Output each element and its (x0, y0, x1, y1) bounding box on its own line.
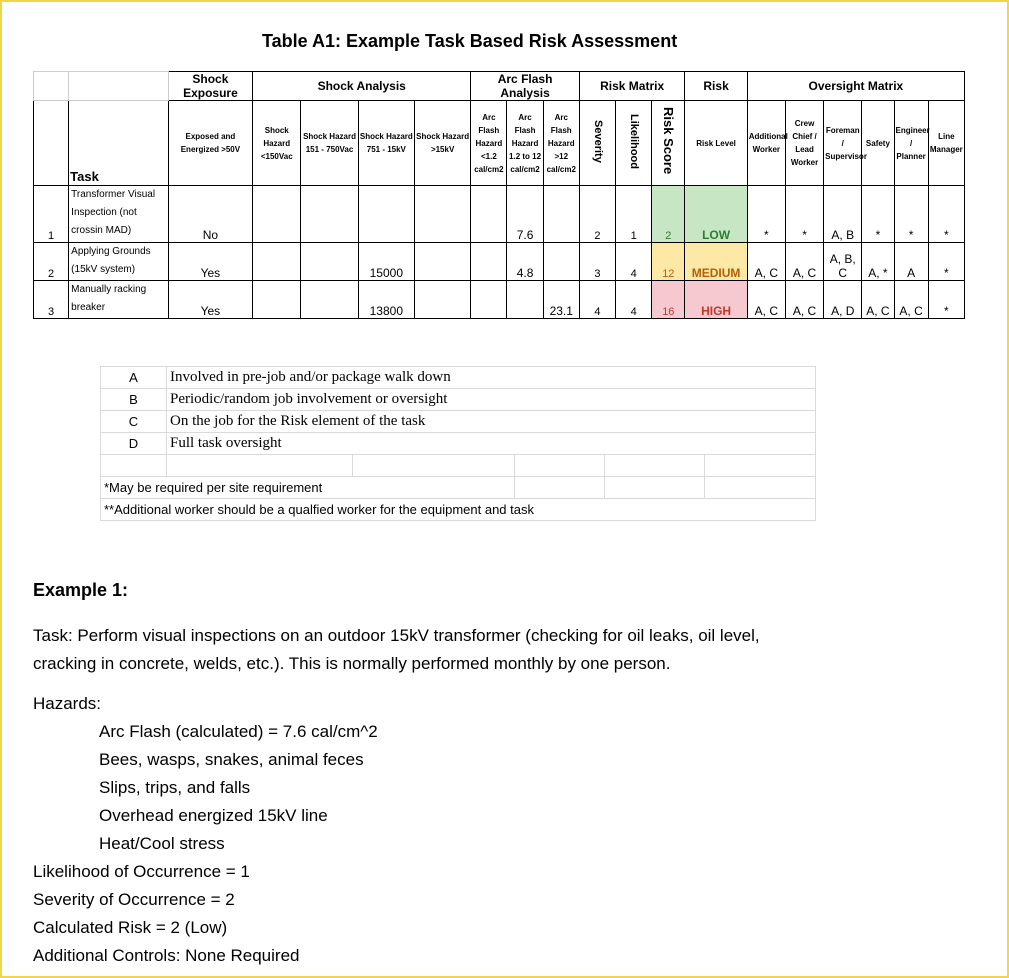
risk-level-cell: MEDIUM (685, 243, 747, 281)
shock-15kv-cell (414, 243, 470, 281)
legend-row (101, 411, 816, 433)
arc-gt-header: Arc Flash Hazard >12 cal/cm2 (543, 101, 579, 186)
hazard-item: Heat/Cool stress (99, 834, 225, 853)
line-manager-cell: * (928, 186, 964, 243)
hazard-item: Overhead energized 15kV line (99, 806, 328, 825)
risk-score-cell: 2 (652, 186, 685, 243)
additional-worker-cell: A, C (747, 281, 785, 319)
legend-table (100, 366, 816, 521)
safety-cell: * (862, 186, 894, 243)
note-1: *May be required per site requirement (101, 477, 515, 499)
line-manager-cell: * (928, 243, 964, 281)
severity-line: Severity of Occurrence = 2 (33, 890, 235, 909)
table-title: Table A1: Example Task Based Risk Assessment (262, 31, 678, 51)
shock-150-cell (253, 243, 301, 281)
group-shock-analysis: Shock Analysis (253, 72, 471, 101)
risk-score-header-cell (652, 101, 685, 186)
arc-lt-cell (471, 243, 507, 281)
task-header: Task (69, 101, 169, 186)
legend-row (101, 433, 816, 455)
likelihood-header-cell (616, 101, 652, 186)
additional-worker-cell: * (747, 186, 785, 243)
task-cell: Manually racking breaker (69, 281, 169, 319)
hazard-item: Slips, trips, and falls (99, 778, 251, 797)
group-oversight: Oversight Matrix (747, 72, 964, 101)
legend-row (101, 389, 816, 411)
exposure-cell: Yes (168, 281, 252, 319)
exposure-cell: Yes (168, 243, 252, 281)
legend-row (101, 367, 816, 389)
engineer-header: Engineer / Planner (894, 101, 928, 186)
legend-text: Full task oversight (167, 433, 816, 455)
shock-15kv-cell (414, 281, 470, 319)
foreman-header: Foreman / Supervisor (824, 101, 862, 186)
risk-level-cell: LOW (685, 186, 747, 243)
risk-score-cell: 12 (652, 243, 685, 281)
foreman-cell: A, B (824, 186, 862, 243)
crew-chief-header: Crew Chief / Lead Worker (785, 101, 823, 186)
example-hazards (33, 690, 933, 970)
num-header (34, 101, 69, 186)
shock-15kv-cell (414, 186, 470, 243)
shock-151-cell (301, 186, 358, 243)
hazard-item: Arc Flash (calculated) = 7.6 cal/cm^2 (99, 722, 378, 741)
task-cell: Applying Grounds (15kV system) (69, 243, 169, 281)
task-line-2: cracking in concrete, welds, etc.). This is normally performed monthly by one person. (33, 654, 671, 673)
likelihood-header: Likelihood (628, 113, 641, 169)
legend-text: On the job for the Risk element of the task (167, 411, 816, 433)
severity-cell: 3 (579, 243, 615, 281)
foreman-cell: A, D (824, 281, 862, 319)
likelihood-cell: 4 (616, 243, 652, 281)
likelihood-line: Likelihood of Occurrence = 1 (33, 862, 250, 881)
shock-751-cell (358, 186, 414, 243)
group-risk-matrix: Risk Matrix (579, 72, 685, 101)
group-arc-flash: Arc Flash Analysis (471, 72, 580, 101)
shock-151-header: Shock Hazard 151 - 750Vac (301, 101, 358, 186)
arc-lt-header: Arc Flash Hazard <1.2 cal/cm2 (471, 101, 507, 186)
shock-150-cell (253, 186, 301, 243)
severity-cell: 2 (579, 186, 615, 243)
safety-cell: A, C (862, 281, 894, 319)
column-header-row (34, 101, 965, 186)
note-row (101, 477, 816, 499)
table-row (34, 281, 965, 319)
legend-key: C (101, 411, 167, 433)
shock-150-header: Shock Hazard <150Vac (253, 101, 301, 186)
corner-cell (34, 72, 69, 101)
legend-key: A (101, 367, 167, 389)
group-risk: Risk (685, 72, 747, 101)
crew-chief-cell: A, C (785, 243, 823, 281)
table-row (34, 243, 965, 281)
likelihood-cell: 1 (616, 186, 652, 243)
row-number: 3 (34, 281, 69, 319)
likelihood-cell: 4 (616, 281, 652, 319)
shock-151-cell (301, 243, 358, 281)
arc-lt-cell (471, 186, 507, 243)
arc-mid-header: Arc Flash Hazard 1.2 to 12 cal/cm2 (507, 101, 543, 186)
additional-worker-header: Additional Worker (747, 101, 785, 186)
arc-mid-cell (507, 281, 543, 319)
hazard-item: Bees, wasps, snakes, animal feces (99, 750, 364, 769)
controls-line: Additional Controls: None Required (33, 946, 300, 965)
group-header-row (34, 72, 965, 101)
arc-mid-cell: 7.6 (507, 186, 543, 243)
risk-level-header: Risk Level (685, 101, 747, 186)
shock-751-header: Shock Hazard 751 - 15kV (358, 101, 414, 186)
severity-cell: 4 (579, 281, 615, 319)
example-heading: Example 1: (33, 580, 129, 600)
engineer-cell: A (894, 243, 928, 281)
hazards-label: Hazards: (33, 694, 102, 713)
example-task (33, 622, 933, 678)
task-line-1: Task: Perform visual inspections on an outdoor 15kV transformer (checking for oil leaks, oil level, (33, 626, 760, 645)
severity-header-cell (579, 101, 615, 186)
table-row (34, 186, 965, 243)
arc-mid-cell: 4.8 (507, 243, 543, 281)
exposure-cell: No (168, 186, 252, 243)
legend-text: Involved in pre-job and/or package walk down (167, 367, 816, 389)
engineer-cell: A, C (894, 281, 928, 319)
row-number: 2 (34, 243, 69, 281)
arc-lt-cell (471, 281, 507, 319)
arc-gt-cell (543, 186, 579, 243)
risk-assessment-table (33, 71, 965, 319)
group-shock-exposure: Shock Exposure (168, 72, 252, 101)
note-row (101, 499, 816, 521)
note-2: **Additional worker should be a qualfied worker for the equipment and task (101, 499, 816, 521)
corner-cell-2 (69, 72, 169, 101)
shock-151-cell (301, 281, 358, 319)
crew-chief-cell: A, C (785, 281, 823, 319)
legend-key: B (101, 389, 167, 411)
legend-key: D (101, 433, 167, 455)
additional-worker-cell: A, C (747, 243, 785, 281)
task-cell: Transformer Visual Inspection (not crossin MAD) (69, 186, 169, 243)
arc-gt-cell (543, 243, 579, 281)
calculated-risk-line: Calculated Risk = 2 (Low) (33, 918, 228, 937)
shock-15kv-header: Shock Hazard >15kV (414, 101, 470, 186)
exposed-header: Exposed and Energized >50V (168, 101, 252, 186)
line-manager-header: Line Manager (928, 101, 964, 186)
foreman-cell: A, B, C (824, 243, 862, 281)
crew-chief-cell: * (785, 186, 823, 243)
row-number: 1 (34, 186, 69, 243)
risk-score-header: Risk Score (660, 107, 676, 175)
shock-751-cell: 13800 (358, 281, 414, 319)
line-manager-cell: * (928, 281, 964, 319)
severity-header: Severity (591, 119, 604, 163)
shock-150-cell (253, 281, 301, 319)
engineer-cell: * (894, 186, 928, 243)
blank-row (101, 455, 816, 477)
arc-gt-cell: 23.1 (543, 281, 579, 319)
risk-score-cell: 16 (652, 281, 685, 319)
shock-751-cell: 15000 (358, 243, 414, 281)
safety-cell: A, * (862, 243, 894, 281)
safety-header: Safety (862, 101, 894, 186)
legend-text: Periodic/random job involvement or oversight (167, 389, 816, 411)
risk-level-cell: HIGH (685, 281, 747, 319)
